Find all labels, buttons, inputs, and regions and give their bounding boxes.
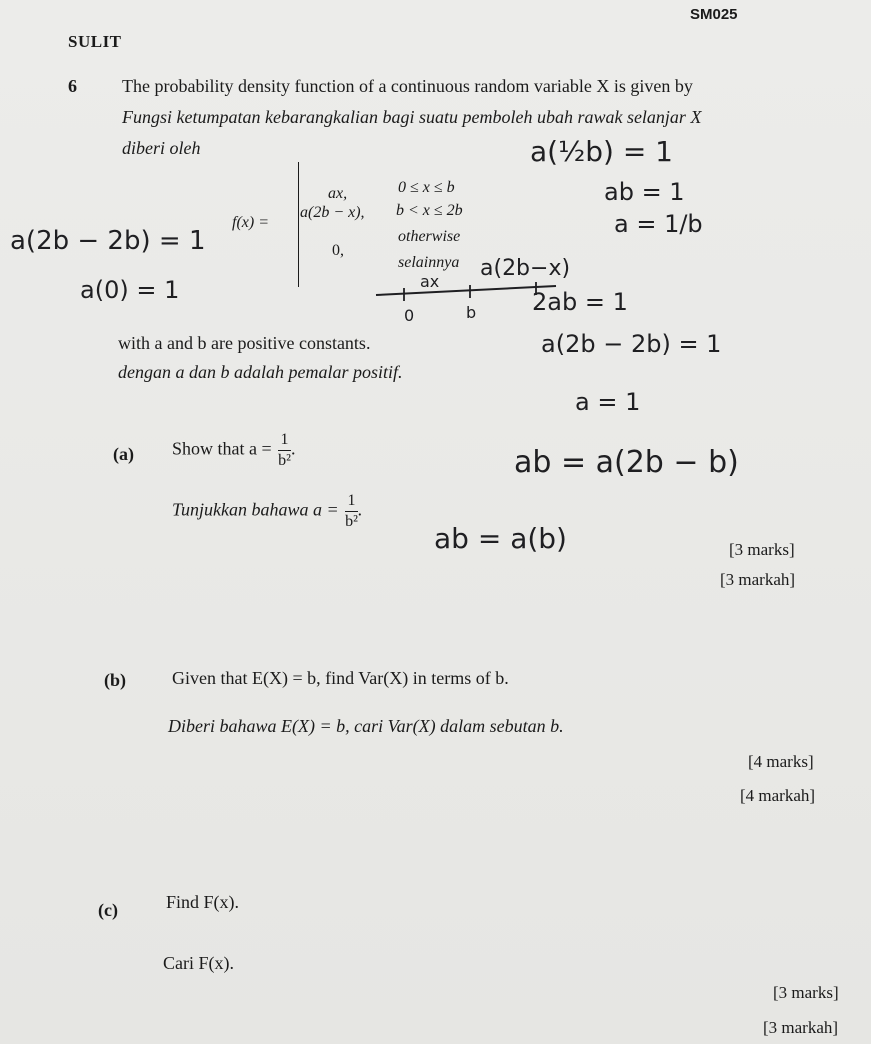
part-a-marks-en: [3 marks]: [729, 540, 795, 559]
part-c-marks-ms: [3 markah]: [763, 1018, 839, 1037]
fraction-numerator: 1: [278, 432, 291, 451]
pdf-case-3-cond: otherwise: [398, 228, 461, 245]
classification-label: SULIT: [68, 32, 122, 51]
part-c-text-en: Find F(x).: [166, 892, 240, 912]
pdf-case-1-expr: ax,: [328, 185, 348, 202]
handwriting-graph-left: ax: [420, 272, 440, 291]
part-b-marks-en: [4 marks]: [748, 752, 814, 771]
paper-code: SM025: [690, 6, 738, 23]
part-a-text-en-prefix: Show that a =: [172, 438, 272, 459]
part-a-text-ms-prefix: Tunjukkan bahawa a =: [172, 499, 339, 520]
part-b-text-en: Given that E(X) = b, find Var(X) in terms of b.: [172, 668, 509, 688]
part-a-marks-ms: [3 markah]: [720, 570, 796, 589]
handwriting-right-4: 2ab = 1: [532, 288, 628, 316]
part-b-label: (b): [104, 670, 126, 690]
constants-ms: dengan a dan b adalah pemalar positif.: [118, 362, 403, 382]
fraction-denominator: b²: [345, 513, 358, 530]
question-intro-ms: Fungsi ketumpatan kebarangkalian bagi suatu pemboleh ubah rawak selanjar X: [122, 107, 702, 127]
part-c-marks-en: [3 marks]: [773, 983, 839, 1002]
handwriting-right-3: a = 1/b: [614, 210, 703, 238]
pdf-case-3-expr: 0,: [332, 242, 344, 259]
pdf-case-2-expr: a(2b − x),: [300, 204, 365, 221]
question-intro-ms-2: diberi oleh: [122, 138, 201, 158]
fraction-denominator: b²: [278, 452, 291, 469]
handwriting-right-2: ab = 1: [604, 178, 685, 206]
handwriting-right-6: a = 1: [575, 388, 641, 416]
pdf-case-1-cond: 0 ≤ x ≤ b: [398, 179, 455, 196]
handwriting-right-7: ab = a(2b − b): [514, 445, 739, 480]
handwriting-right-5: a(2b − 2b) = 1: [541, 330, 722, 358]
part-a-label: (a): [113, 444, 134, 464]
part-c-text-ms: Cari F(x).: [163, 953, 234, 973]
part-a-text-en: Show that a = $\frac{1}{\text{b²}}$ .: [172, 431, 296, 469]
handwriting-graph-0: 0: [404, 306, 415, 325]
fraction-numerator: 1: [345, 493, 358, 512]
handwriting-right-8: ab = a(b): [434, 522, 567, 555]
handwriting-left-2: a(0) = 1: [80, 276, 180, 304]
handwriting-graph-right: a(2b−x): [480, 256, 571, 281]
handwriting-graph-b: b: [466, 303, 477, 322]
handwriting-left-1: a(2b − 2b) = 1: [10, 226, 206, 256]
part-b-text-ms: Diberi bahawa E(X) = b, cari Var(X) dalam sebutan b.: [168, 716, 564, 736]
question-number: 6: [68, 76, 77, 96]
handwriting-right-1: a(½b) = 1: [530, 135, 673, 168]
part-a-text-ms: Tunjukkan bahawa a = $\frac{1}{\text{b²}}$ .: [172, 492, 363, 530]
pdf-lhs: f(x) =: [232, 214, 269, 231]
question-intro-en: The probability density function of a continuous random variable X is given by: [122, 76, 693, 96]
part-c-label: (c): [98, 900, 118, 920]
pdf-case-2-cond: b < x ≤ 2b: [396, 202, 463, 219]
pdf-case-3-cond-ms: selainnya: [398, 254, 460, 271]
constants-en: with a and b are positive constants.: [118, 333, 371, 353]
part-b-marks-ms: [4 markah]: [740, 786, 816, 805]
